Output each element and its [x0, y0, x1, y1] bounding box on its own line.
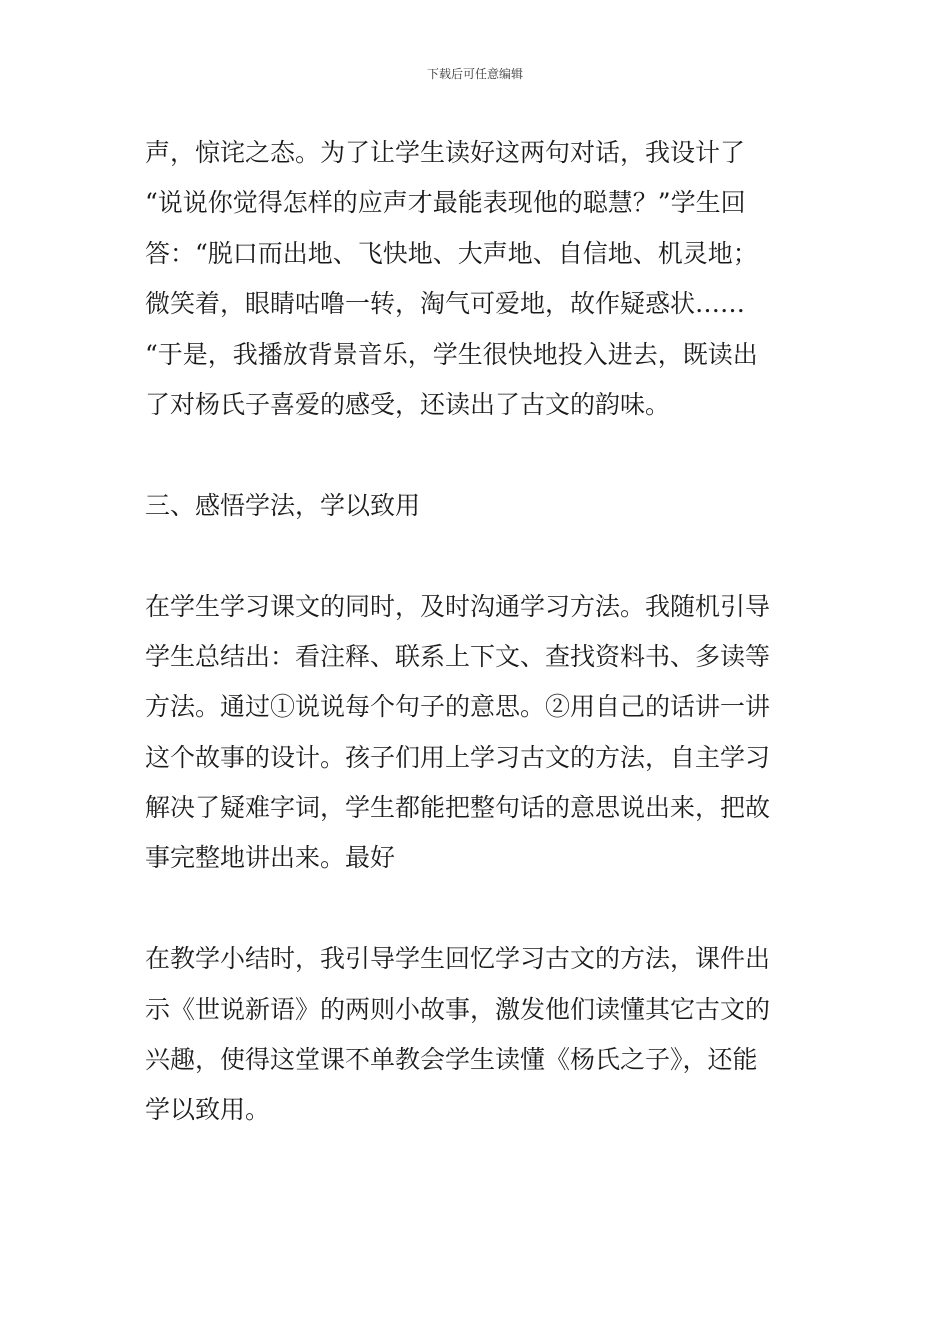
text-line: 微笑着，眼睛咕噜一转，淘气可爱地，故作疑惑状…… — [145, 289, 746, 319]
text-line: “说说你觉得怎样的应声才最能表现他的聪慧？”学生回 — [145, 188, 746, 218]
text-line: 解决了疑难字词，学生都能把整句话的意思说出来，把故 — [145, 793, 771, 823]
text-line: 在教学小结时，我引导学生回忆学习古文的方法，课件出 — [145, 944, 771, 974]
text-line: 学以致用。 — [145, 1095, 271, 1125]
paragraph-reading-dialogue — [145, 128, 810, 430]
text-line: 声，惊诧之态。为了让学生读好这两句对话，我设计了 — [145, 138, 746, 167]
text-line: 了对杨氏子喜爱的感受，还读出了古文的韵味。 — [145, 389, 671, 419]
page-header: 下载后可任意编辑 — [426, 67, 523, 81]
section-heading — [145, 481, 810, 531]
heading-text: 三、感悟学法，学以致用 — [145, 490, 421, 520]
text-line: 方法。通过①说说每个句子的意思。②用自己的话讲一讲 — [145, 692, 771, 722]
text-line: 这个故事的设计。孩子们用上学习古文的方法，自主学习 — [145, 742, 771, 772]
text-line: 兴趣，使得这堂课不单教会学生读懂《杨氏之子》，还能 — [145, 1045, 758, 1075]
paragraph-learning-methods — [145, 582, 810, 884]
text-line: 在学生学习课文的同时，及时沟通学习方法。我随机引导 — [145, 591, 771, 621]
text-line: 示《世说新语》的两则小故事，激发他们读懂其它古文的 — [145, 994, 771, 1024]
paragraph-summary — [145, 934, 810, 1136]
paragraph-gap — [145, 430, 810, 480]
text-line: 学生总结出：看注释、联系上下文、查找资料书、多读等 — [145, 641, 771, 671]
paragraph-gap — [145, 531, 810, 581]
text-line: 答：“脱口而出地、飞快地、大声地、自信地、机灵地； — [145, 238, 758, 268]
text-line: “于是，我播放背景音乐，学生很快地投入进去，既读出 — [145, 339, 758, 369]
document-body — [145, 128, 810, 1136]
paragraph-gap — [145, 884, 810, 934]
text-line: 事完整地讲出来。最好 — [145, 843, 396, 873]
